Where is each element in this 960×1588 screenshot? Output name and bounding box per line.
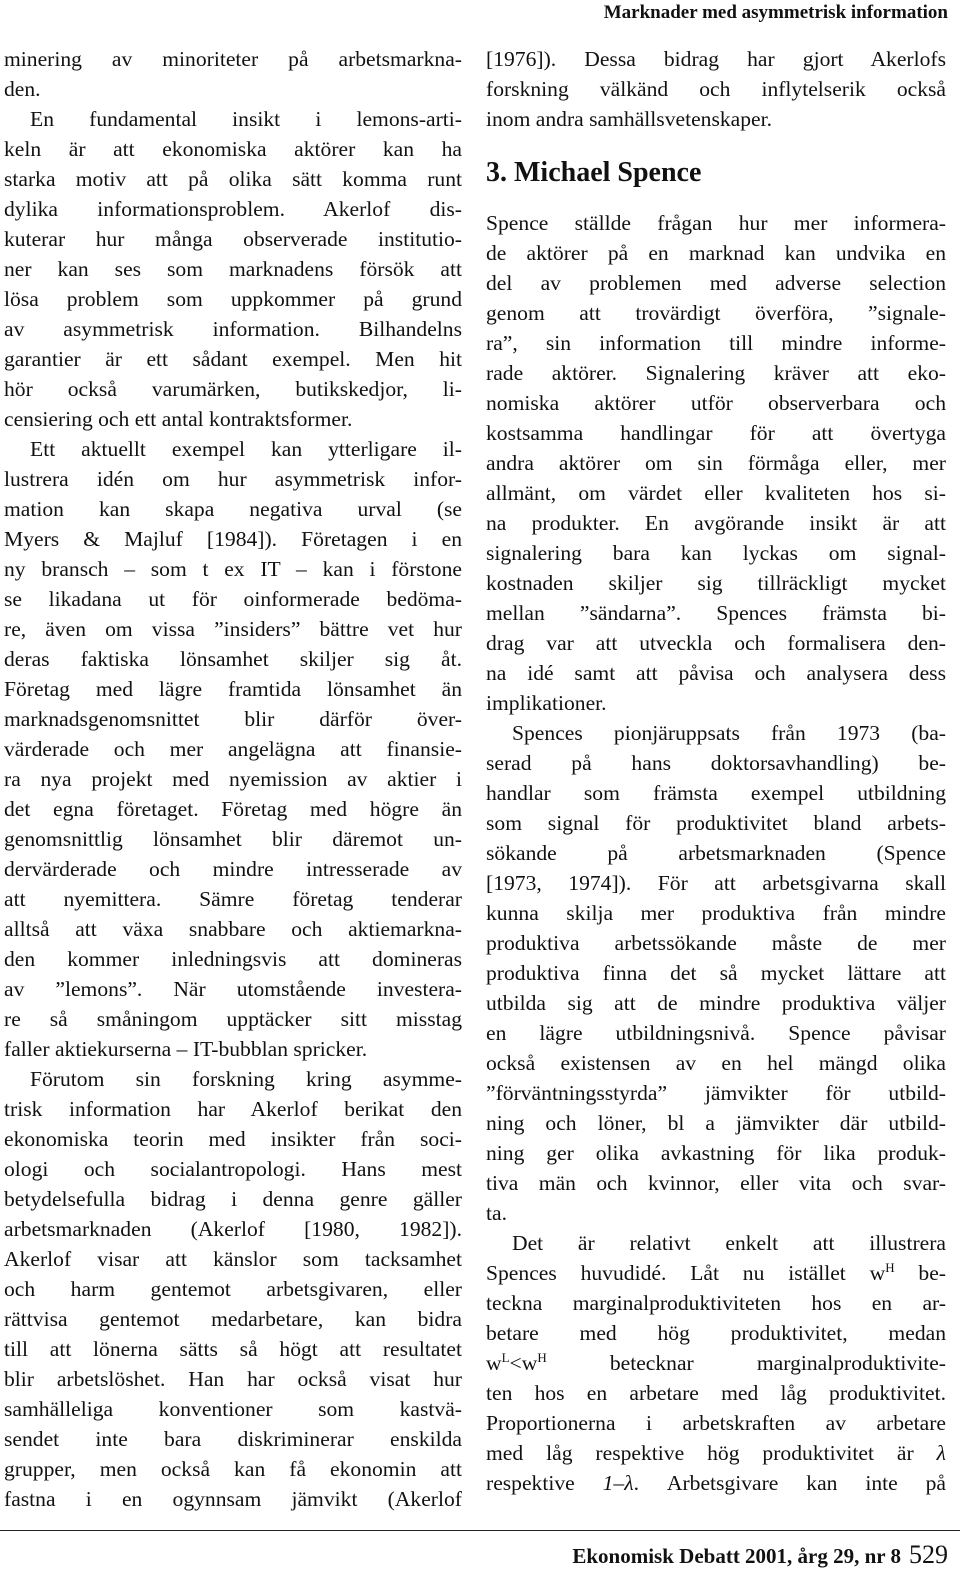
text-line: värderade och mer angelägna att finansie-: [4, 737, 462, 761]
text-line: implikationer.: [486, 691, 607, 715]
text-line: drag var att utveckla och formalisera den-: [486, 631, 946, 655]
text-line: serad på hans doktorsavhandling) be-: [486, 751, 946, 775]
text-line: de aktörer på en marknad kan undvika en: [486, 241, 946, 265]
text-line: samhälleliga konventioner som kastvä-: [4, 1397, 462, 1421]
text-line: ning och löner, bl a jämvikter där utbild-: [486, 1111, 946, 1135]
text-line: grupper, men också kan få ekonomin att: [4, 1457, 462, 1481]
text-line: den.: [4, 77, 41, 101]
text-line: tiva män och kvinnor, eller vita och svar-: [486, 1171, 946, 1195]
text-line: En fundamental insikt i lemons-arti-: [30, 107, 462, 131]
text-line: dylika informationsproblem. Akerlof dis-: [4, 197, 462, 221]
text-line: mation kan skapa negativa urval (se: [4, 497, 462, 521]
text-line: keln är att ekonomiska aktörer kan ha: [4, 137, 462, 161]
text-line: genom att trovärdigt överföra, ”signale-: [486, 301, 946, 325]
text-line: lösa problem som uppkommer på grund: [4, 287, 462, 311]
text-line: Spences pionjäruppsats från 1973 (ba-: [512, 721, 946, 745]
footer: [572, 1540, 948, 1570]
text-line: garantier är ett sådant exempel. Men hit: [4, 347, 462, 371]
text-line: en lägre utbildningsnivå. Spence påvisar: [486, 1021, 946, 1045]
text-line: av ”lemons”. När utomstående investera-: [4, 977, 462, 1001]
text-line: sökande på arbetsmarknaden (Spence: [486, 841, 946, 865]
page-number: 529: [909, 1540, 948, 1569]
text-line: ten hos en arbetare med låg produktivitet.: [486, 1381, 946, 1405]
text-line: utbilda sig att de mindre produktiva väljer: [486, 991, 946, 1015]
text-line: inom andra samhällsvetenskaper.: [486, 107, 773, 131]
text-line: Proportionerna i arbetskraften av arbetare: [486, 1411, 946, 1435]
text-line: Spence ställde frågan hur mer informera-: [486, 211, 946, 235]
footer-rule: [0, 1530, 960, 1531]
text-line: Spences huvudidé. Låt nu istället $w^H$ be-: [486, 1259, 946, 1285]
text-line: dervärderade och mindre intresserade av: [4, 857, 462, 881]
text-line: trisk information har Akerlof berikat den: [4, 1097, 462, 1121]
right-column-top: [486, 44, 946, 134]
text-line: na produkter. En avgörande insikt är att: [486, 511, 946, 535]
text-line: fastna i en ogynnsam jämvikt (Akerlof: [4, 1487, 462, 1511]
text-line: re så småningom upptäcker sitt misstag: [4, 1007, 462, 1031]
text-line: Myers & Majluf [1984]). Företagen i en: [4, 527, 462, 551]
text-line: betare med hög produktivitet, medan: [486, 1321, 946, 1345]
text-line: också existensen av en hel mängd olika: [486, 1051, 946, 1075]
text-line: som signal för produktivitet bland arbets-: [486, 811, 946, 835]
text-line: deras faktiska lönsamhet skiljer sig åt.: [4, 647, 462, 671]
text-line: blir arbetslöshet. Han har också visat hur: [4, 1367, 462, 1391]
text-line: [1973, 1974]). För att arbetsgivarna skall: [486, 871, 946, 895]
text-line: ologi och socialantropologi. Hans mest: [4, 1157, 462, 1181]
running-head: Marknader med asymmetrisk information: [603, 2, 948, 23]
text-line: kostnaden skiljer sig tillräckligt mycket: [486, 571, 946, 595]
text-line: ekonomiska teorin med insikter från soci-: [4, 1127, 462, 1151]
text-line: till att lönerna sätts så högt att resultatet: [4, 1337, 462, 1361]
text-line: kostsamma handlingar för att övertyga: [486, 421, 946, 445]
text-line: ner kan ses som marknadens försök att: [4, 257, 462, 281]
text-line: respektive 1–λ. Arbetsgivare kan inte på: [486, 1471, 946, 1495]
text-line: marknadsgenomsnittet blir därför över-: [4, 707, 462, 731]
text-line: [1976]). Dessa bidrag har gjort Akerlofs: [486, 47, 946, 71]
text-line: Det är relativt enkelt att illustrera: [512, 1231, 946, 1255]
text-line: handlar som främsta exempel utbildning: [486, 781, 946, 805]
text-line: nomiska aktörer utför observerbara och: [486, 391, 946, 415]
journal-citation: Ekonomisk Debatt 2001, årg 29, nr 8: [572, 1544, 901, 1568]
text-line: av asymmetrisk information. Bilhandelns: [4, 317, 462, 341]
text-line: rade aktörer. Signalering kräver att eko-: [486, 361, 946, 385]
text-line: betydelsefulla bidrag i denna genre gäller: [4, 1187, 462, 1211]
text-line: alltså att växa snabbare och aktiemarkna-: [4, 917, 462, 941]
text-line: allmänt, om värdet eller kvaliteten hos si-: [486, 481, 946, 505]
right-column-body: [486, 208, 946, 1498]
text-line: med låg respektive hög produktivitet är λ: [486, 1441, 946, 1465]
text-line: faller aktiekurserna – IT-bubblan spricker.: [4, 1037, 368, 1061]
text-line: minering av minoriteter på arbetsmarkna-: [4, 47, 462, 71]
text-line: andra aktörer om sin förmåga eller, mer: [486, 451, 946, 475]
text-line: ra nya projekt med nyemission av aktier i: [4, 767, 462, 791]
text-line: och harm gentemot arbetsgivaren, eller: [4, 1277, 462, 1301]
text-line: teckna marginalproduktiviteten hos en ar-: [486, 1291, 946, 1315]
text-line: Företag med lägre framtida lönsamhet än: [4, 677, 462, 701]
text-line: den kommer inledningsvis att domineras: [4, 947, 462, 971]
text-line: kunna skilja mer produktiva från mindre: [486, 901, 946, 925]
text-line: na idé samt att påvisa och analysera dess: [486, 661, 946, 685]
text-line: arbetsmarknaden (Akerlof [1980, 1982]).: [4, 1217, 462, 1241]
text-line: sendet inte bara diskriminerar enskilda: [4, 1427, 462, 1451]
text-line: att nyemittera. Sämre företag tenderar: [4, 887, 462, 911]
text-line: del av problemen med adverse selection: [486, 271, 946, 295]
text-line: ny bransch – som t ex IT – kan i förstone: [4, 557, 462, 581]
text-line: produktiva finna det så mycket lättare att: [486, 961, 946, 985]
text-line: kuterar hur många observerade institutio-: [4, 227, 462, 251]
text-line: Akerlof visar att känslor som tacksamhet: [4, 1247, 462, 1271]
text-line: ta.: [486, 1201, 507, 1225]
text-line: ra”, sin information till mindre informe-: [486, 331, 946, 355]
text-line: forskning välkänd och inflytelserik också: [486, 77, 946, 101]
text-line: lustrera idén om hur asymmetrisk infor-: [4, 467, 462, 491]
text-line: censiering och ett antal kontraktsformer.: [4, 407, 353, 431]
text-line: genomsnittlig lönsamhet blir däremot un-: [4, 827, 462, 851]
text-line: signalering bara kan lyckas om signal-: [486, 541, 946, 565]
text-line: ning ger olika avkastning för lika produk-: [486, 1141, 946, 1165]
section-heading: 3. Michael Spence: [486, 157, 702, 188]
text-line: ”förväntningsstyrda” jämvikter för utbild-: [486, 1081, 946, 1105]
text-line: re, även om vissa ”insiders” bättre vet hur: [4, 617, 462, 641]
text-line: Ett aktuellt exempel kan ytterligare il-: [30, 437, 462, 461]
text-line: Förutom sin forskning kring asymme-: [30, 1067, 462, 1091]
text-line: se likadana ut för oinformerade bedöma-: [4, 587, 462, 611]
text-line: hör också varumärken, butikskedjor, li-: [4, 377, 462, 401]
text-line: $w^L<w^H$ betecknar marginalproduktivite-: [486, 1349, 946, 1375]
text-line: mellan ”sändarna”. Spences främsta bi-: [486, 601, 946, 625]
right-column: [486, 44, 946, 1498]
text-line: det egna företaget. Företag med högre än: [4, 797, 462, 821]
text-line: produktiva arbetssökande måste de mer: [486, 931, 946, 955]
left-column: [4, 44, 462, 1514]
text-line: rättvisa gentemot medarbetare, kan bidra: [4, 1307, 462, 1331]
text-line: starka motiv att på olika sätt komma runt: [4, 167, 462, 191]
